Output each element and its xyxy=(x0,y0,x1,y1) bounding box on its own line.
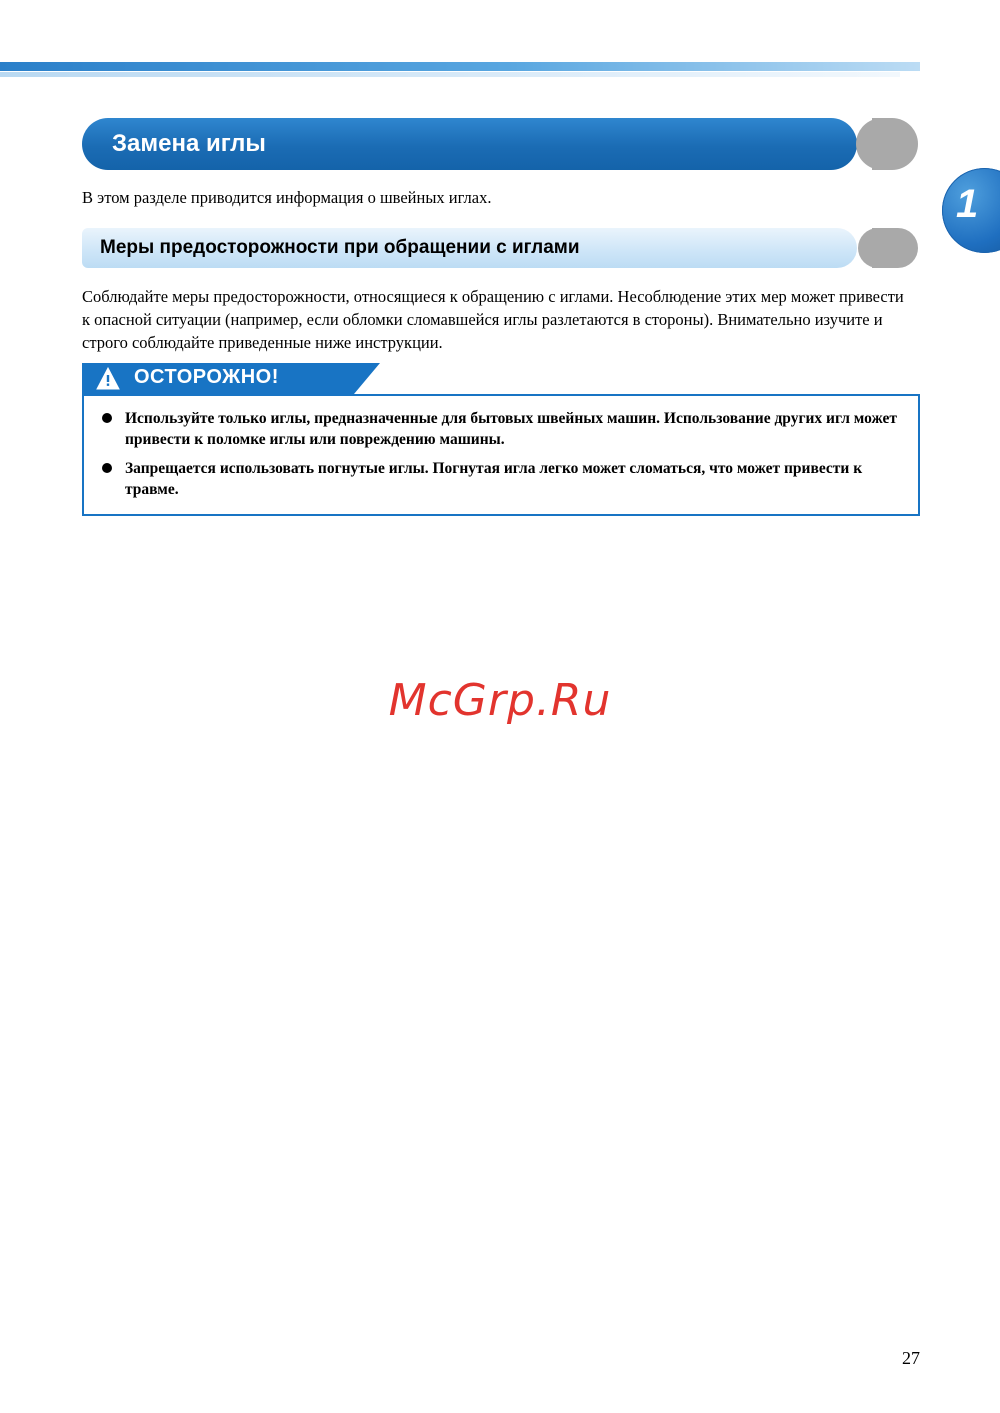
section-heading-secondary-end-cap xyxy=(872,228,918,268)
top-bar-light xyxy=(0,72,900,77)
watermark: McGrp.Ru xyxy=(388,675,612,726)
bullet-icon xyxy=(102,463,112,473)
section-heading-primary-text: Замена иглы xyxy=(112,130,266,157)
caution-tab xyxy=(82,363,354,394)
chapter-number-tab xyxy=(942,168,1000,253)
section-heading-primary xyxy=(82,118,917,170)
caution-body xyxy=(82,394,920,516)
intro-paragraph: В этом разделе приводится информация о швейных иглах. xyxy=(82,188,492,207)
warning-triangle-icon xyxy=(96,367,120,390)
section-heading-secondary-text: Меры предосторожности при обращении с иглами xyxy=(100,237,580,258)
caution-block xyxy=(82,363,920,516)
top-decoration xyxy=(0,62,920,78)
caution-label: ОСТОРОЖНО! xyxy=(134,366,279,388)
list-item xyxy=(98,408,904,450)
page-number: 27 xyxy=(902,1348,920,1368)
bullet-icon xyxy=(102,413,112,423)
section-heading-primary-end-cap xyxy=(872,118,918,170)
body-paragraph: Соблюдайте меры предосторожности, относящиеся к обращению с иглами. Несоблюдение этих мер может привести к опасной ситуации (например, если обломки сломавшейся иглы разлетаются в стороны). Внимательно изучите и строго соблюдайте приведенные ниже инструкции. xyxy=(82,287,904,352)
caution-item-text: Используйте только иглы, предназначенные для бытовых швейных машин. Использование других игл может привести к поломке иглы или повреждению машины. xyxy=(125,410,898,448)
section-heading-secondary xyxy=(82,228,917,268)
top-bar-blue xyxy=(0,62,920,71)
list-item xyxy=(98,458,904,500)
caution-item-text: Запрещается использовать погнутые иглы. Погнутая игла легко может сломаться, что может привести к травме. xyxy=(125,460,863,498)
chapter-number: 1 xyxy=(956,182,979,226)
